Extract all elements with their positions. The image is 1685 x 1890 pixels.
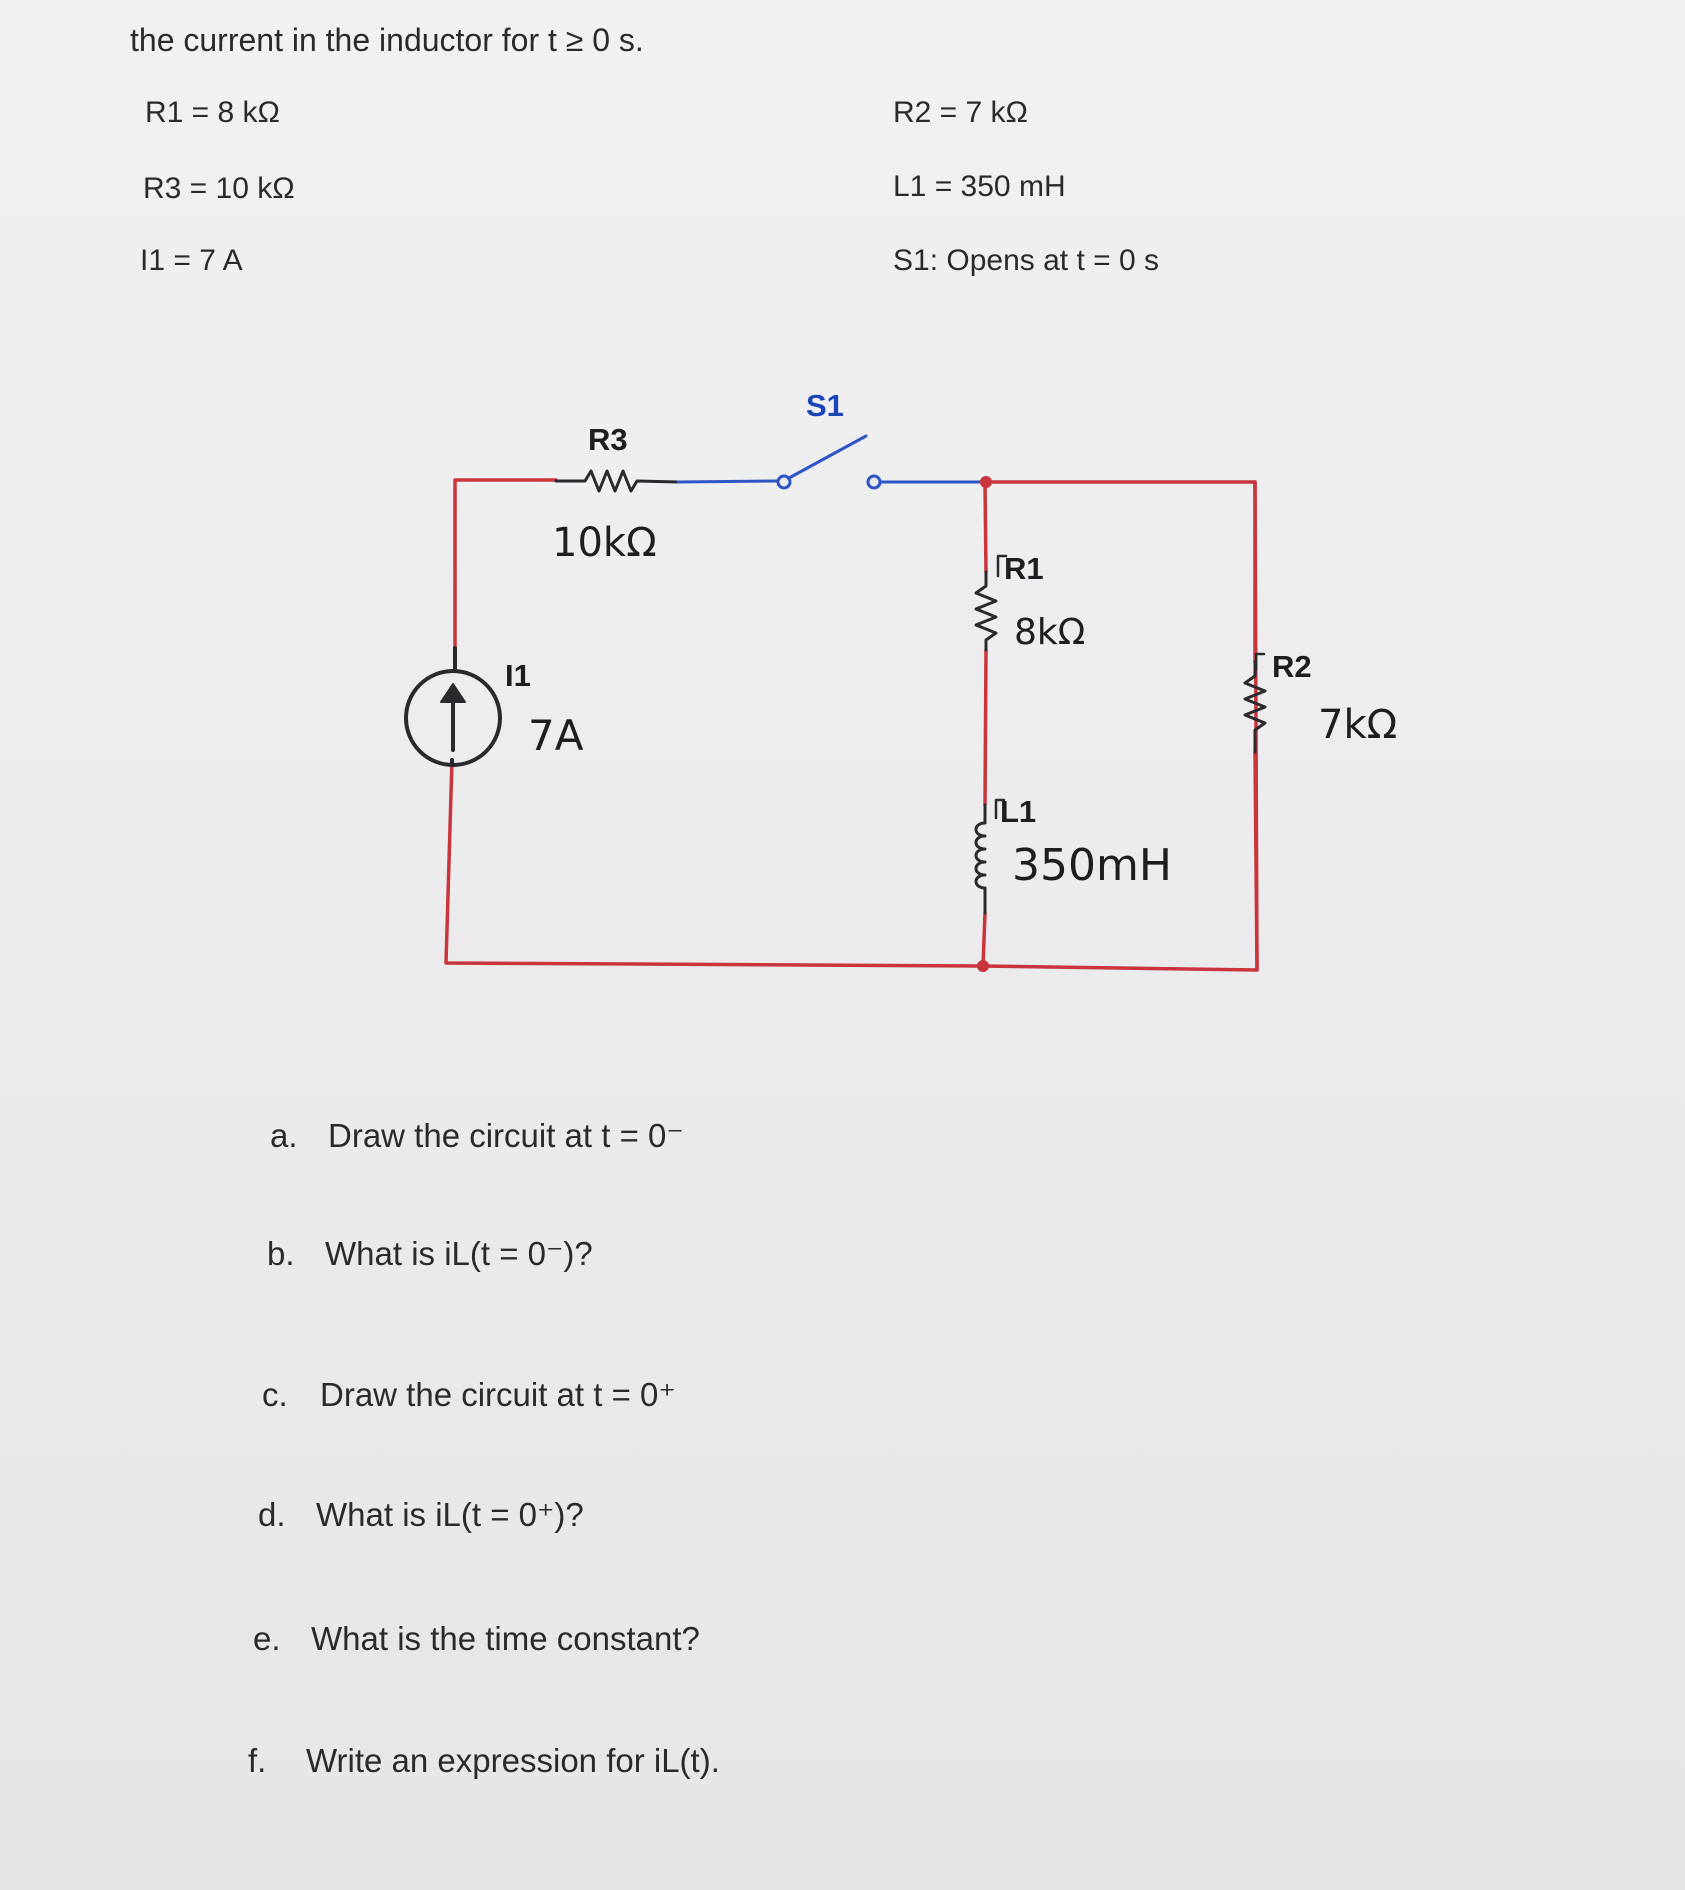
label-i1: I1 <box>505 658 531 693</box>
param-r1: R1 = 8 kΩ <box>145 96 280 129</box>
handwritten-l1-value: 350mH <box>1012 840 1172 891</box>
question-b <box>267 1234 593 1273</box>
l1-inductor <box>976 805 985 913</box>
junction-bottom <box>977 960 989 972</box>
question-c <box>262 1375 676 1414</box>
handwritten-i1-value: 7A <box>528 711 584 760</box>
label-r2: R2 <box>1272 649 1312 684</box>
question-c-text: Draw the circuit at t = 0⁺ <box>320 1376 676 1413</box>
param-r3: R3 = 10 kΩ <box>143 172 295 205</box>
question-b-text: What is iL(t = 0⁻)? <box>325 1235 593 1272</box>
label-r3: R3 <box>588 422 628 457</box>
question-f <box>248 1742 720 1780</box>
label-r1: R1 <box>1004 551 1044 586</box>
s1-switch[interactable] <box>678 436 985 488</box>
question-f-text: Write an expression for iL(t). <box>306 1742 720 1779</box>
question-d-letter: d. <box>258 1496 286 1533</box>
handwritten-r1-value: 8kΩ <box>1014 612 1086 653</box>
label-l1: L1 <box>1000 794 1037 829</box>
junction-top <box>980 476 992 488</box>
param-i1: I1 = 7 A <box>140 244 243 277</box>
question-a-letter: a. <box>270 1117 298 1154</box>
handwritten-r3-value: 10kΩ <box>552 520 657 566</box>
problem-intro: the current in the inductor for t ≥ 0 s. <box>130 22 644 58</box>
param-s1: S1: Opens at t = 0 s <box>893 244 1159 277</box>
i1-current-source <box>406 648 500 765</box>
question-d <box>258 1495 584 1534</box>
question-e <box>253 1620 700 1658</box>
question-e-text: What is the time constant? <box>311 1620 700 1657</box>
param-r2: R2 = 7 kΩ <box>893 96 1028 129</box>
question-b-letter: b. <box>267 1235 295 1272</box>
question-a-text: Draw the circuit at t = 0⁻ <box>328 1117 684 1154</box>
label-s1: S1 <box>806 388 844 423</box>
r1-resistor <box>976 572 996 650</box>
question-a <box>270 1116 684 1155</box>
question-c-letter: c. <box>262 1376 288 1413</box>
question-d-text: What is iL(t = 0⁺)? <box>316 1496 584 1533</box>
question-e-letter: e. <box>253 1620 281 1657</box>
r3-resistor <box>556 471 678 491</box>
question-f-letter: f. <box>248 1742 267 1779</box>
handwritten-r2-value: 7kΩ <box>1318 702 1398 748</box>
param-l1: L1 = 350 mH <box>893 170 1066 203</box>
